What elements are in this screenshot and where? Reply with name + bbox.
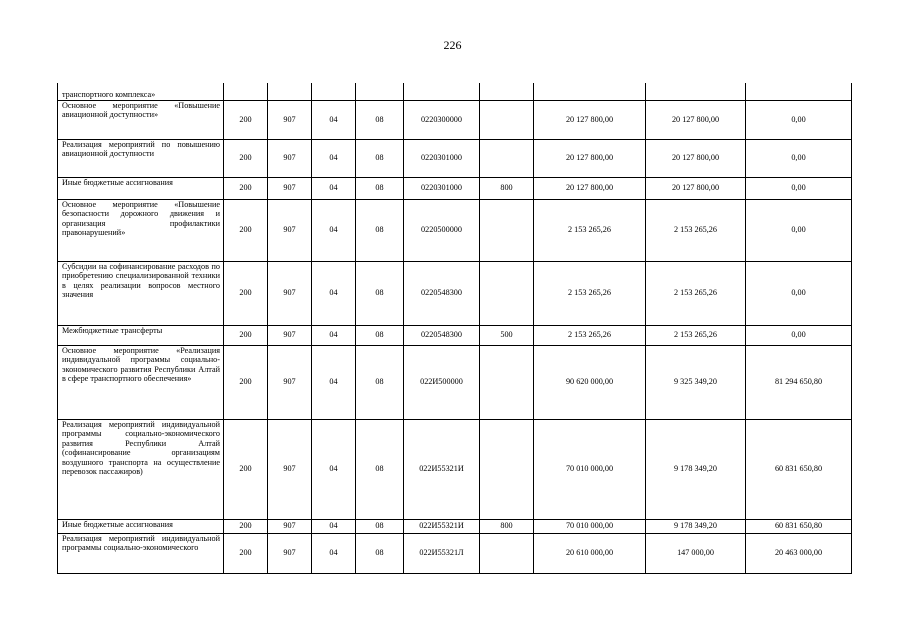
cell-csr <box>404 83 480 100</box>
cell-grbs: 200 <box>224 419 268 519</box>
cell-sum-2: 9 325 349,20 <box>646 345 746 419</box>
cell-grbs: 200 <box>224 519 268 533</box>
table-row <box>58 345 852 419</box>
cell-sum-2 <box>646 83 746 100</box>
cell-sum-3: 0,00 <box>746 199 852 261</box>
cell-pr: 08 <box>356 519 404 533</box>
cell-pr: 08 <box>356 345 404 419</box>
cell-ved: 907 <box>268 345 312 419</box>
cell-vr <box>480 533 534 573</box>
budget-table-body <box>58 83 852 573</box>
cell-grbs: 200 <box>224 177 268 199</box>
row-name: Реализация мероприятий по повышению авиационной доступности <box>58 139 224 177</box>
cell-vr <box>480 261 534 325</box>
cell-pr: 08 <box>356 261 404 325</box>
cell-vr: 800 <box>480 177 534 199</box>
cell-ved: 907 <box>268 177 312 199</box>
cell-pr: 08 <box>356 199 404 261</box>
cell-ved: 907 <box>268 533 312 573</box>
row-name: Основное мероприятие «Реализация индивидуальной программы социально-экономического развития Республики Алтай в сфере транспортного обеспечения» <box>58 345 224 419</box>
cell-rz: 04 <box>312 199 356 261</box>
cell-sum-1: 2 153 265,26 <box>534 199 646 261</box>
cell-rz: 04 <box>312 519 356 533</box>
cell-vr <box>480 83 534 100</box>
cell-ved: 907 <box>268 139 312 177</box>
cell-sum-2: 2 153 265,26 <box>646 199 746 261</box>
row-name: Основное мероприятие «Повышение безопасности дорожного движения и организация профилактики правонарушений» <box>58 199 224 261</box>
cell-csr: 0220548300 <box>404 325 480 345</box>
cell-rz: 04 <box>312 419 356 519</box>
table-row <box>58 177 852 199</box>
cell-sum-3: 0,00 <box>746 100 852 139</box>
cell-grbs: 200 <box>224 100 268 139</box>
cell-sum-2: 20 127 800,00 <box>646 139 746 177</box>
cell-csr: 022И55321И <box>404 519 480 533</box>
cell-pr: 08 <box>356 100 404 139</box>
cell-grbs <box>224 83 268 100</box>
cell-vr <box>480 100 534 139</box>
cell-vr: 500 <box>480 325 534 345</box>
cell-sum-2: 9 178 349,20 <box>646 419 746 519</box>
cell-csr: 022И55321И <box>404 419 480 519</box>
cell-grbs: 200 <box>224 139 268 177</box>
cell-sum-1: 20 127 800,00 <box>534 177 646 199</box>
cell-csr: 0220301000 <box>404 139 480 177</box>
table-row <box>58 139 852 177</box>
cell-ved: 907 <box>268 199 312 261</box>
cell-vr <box>480 199 534 261</box>
table-row <box>58 83 852 100</box>
cell-sum-1: 70 010 000,00 <box>534 419 646 519</box>
cell-sum-2: 9 178 349,20 <box>646 519 746 533</box>
table-row <box>58 199 852 261</box>
cell-rz: 04 <box>312 177 356 199</box>
cell-sum-1: 20 127 800,00 <box>534 139 646 177</box>
cell-pr: 08 <box>356 533 404 573</box>
cell-ved: 907 <box>268 419 312 519</box>
cell-grbs: 200 <box>224 261 268 325</box>
cell-rz: 04 <box>312 345 356 419</box>
cell-vr <box>480 345 534 419</box>
cell-rz: 04 <box>312 533 356 573</box>
row-name: Основное мероприятие «Повышение авиационной доступности» <box>58 100 224 139</box>
cell-ved: 907 <box>268 325 312 345</box>
cell-sum-3 <box>746 83 852 100</box>
table-row <box>58 533 852 573</box>
table-row <box>58 519 852 533</box>
cell-grbs: 200 <box>224 345 268 419</box>
cell-sum-1: 2 153 265,26 <box>534 325 646 345</box>
cell-ved <box>268 83 312 100</box>
row-name: Реализация мероприятий индивидуальной программы социально-экономического развития Республики Алтай (софинансирование организациям воздушного транспорта на осуществление перевозок пассажиров) <box>58 419 224 519</box>
cell-sum-3: 0,00 <box>746 177 852 199</box>
cell-sum-1 <box>534 83 646 100</box>
cell-pr: 08 <box>356 139 404 177</box>
cell-csr: 0220301000 <box>404 177 480 199</box>
page-number: 226 <box>443 38 462 52</box>
cell-rz: 04 <box>312 261 356 325</box>
cell-pr: 08 <box>356 177 404 199</box>
table-row <box>58 325 852 345</box>
cell-sum-3: 0,00 <box>746 261 852 325</box>
cell-csr: 0220548300 <box>404 261 480 325</box>
cell-csr: 0220500000 <box>404 199 480 261</box>
cell-csr: 0220300000 <box>404 100 480 139</box>
cell-pr: 08 <box>356 325 404 345</box>
row-name: транспортного комплекса» <box>58 83 224 100</box>
row-name: Реализация мероприятий индивидуальной программы социально-экономического <box>58 533 224 573</box>
cell-sum-3: 20 463 000,00 <box>746 533 852 573</box>
cell-rz <box>312 83 356 100</box>
cell-rz: 04 <box>312 100 356 139</box>
row-name: Иные бюджетные ассигнования <box>58 519 224 533</box>
cell-sum-2: 2 153 265,26 <box>646 325 746 345</box>
budget-table <box>57 83 852 574</box>
table-row <box>58 419 852 519</box>
cell-csr: 022И500000 <box>404 345 480 419</box>
cell-grbs: 200 <box>224 325 268 345</box>
cell-sum-3: 81 294 650,80 <box>746 345 852 419</box>
row-name: Субсидии на софинансирование расходов по приобретению специализированной техники в целях реализации вопросов местного значения <box>58 261 224 325</box>
cell-grbs: 200 <box>224 199 268 261</box>
cell-ved: 907 <box>268 519 312 533</box>
cell-sum-1: 70 010 000,00 <box>534 519 646 533</box>
cell-sum-1: 90 620 000,00 <box>534 345 646 419</box>
cell-sum-1: 20 610 000,00 <box>534 533 646 573</box>
cell-sum-2: 147 000,00 <box>646 533 746 573</box>
cell-pr <box>356 83 404 100</box>
cell-sum-3: 60 831 650,80 <box>746 419 852 519</box>
cell-ved: 907 <box>268 261 312 325</box>
cell-rz: 04 <box>312 325 356 345</box>
cell-sum-3: 0,00 <box>746 325 852 345</box>
cell-pr: 08 <box>356 419 404 519</box>
cell-sum-3: 60 831 650,80 <box>746 519 852 533</box>
cell-sum-2: 20 127 800,00 <box>646 177 746 199</box>
cell-rz: 04 <box>312 139 356 177</box>
cell-ved: 907 <box>268 100 312 139</box>
cell-vr <box>480 419 534 519</box>
row-name: Иные бюджетные ассигнования <box>58 177 224 199</box>
cell-sum-3: 0,00 <box>746 139 852 177</box>
cell-sum-2: 2 153 265,26 <box>646 261 746 325</box>
cell-sum-2: 20 127 800,00 <box>646 100 746 139</box>
table-row <box>58 261 852 325</box>
cell-sum-1: 2 153 265,26 <box>534 261 646 325</box>
cell-sum-1: 20 127 800,00 <box>534 100 646 139</box>
table-row <box>58 100 852 139</box>
cell-vr <box>480 139 534 177</box>
row-name: Межбюджетные трансферты <box>58 325 224 345</box>
cell-grbs: 200 <box>224 533 268 573</box>
cell-vr: 800 <box>480 519 534 533</box>
cell-csr: 022И55321Л <box>404 533 480 573</box>
